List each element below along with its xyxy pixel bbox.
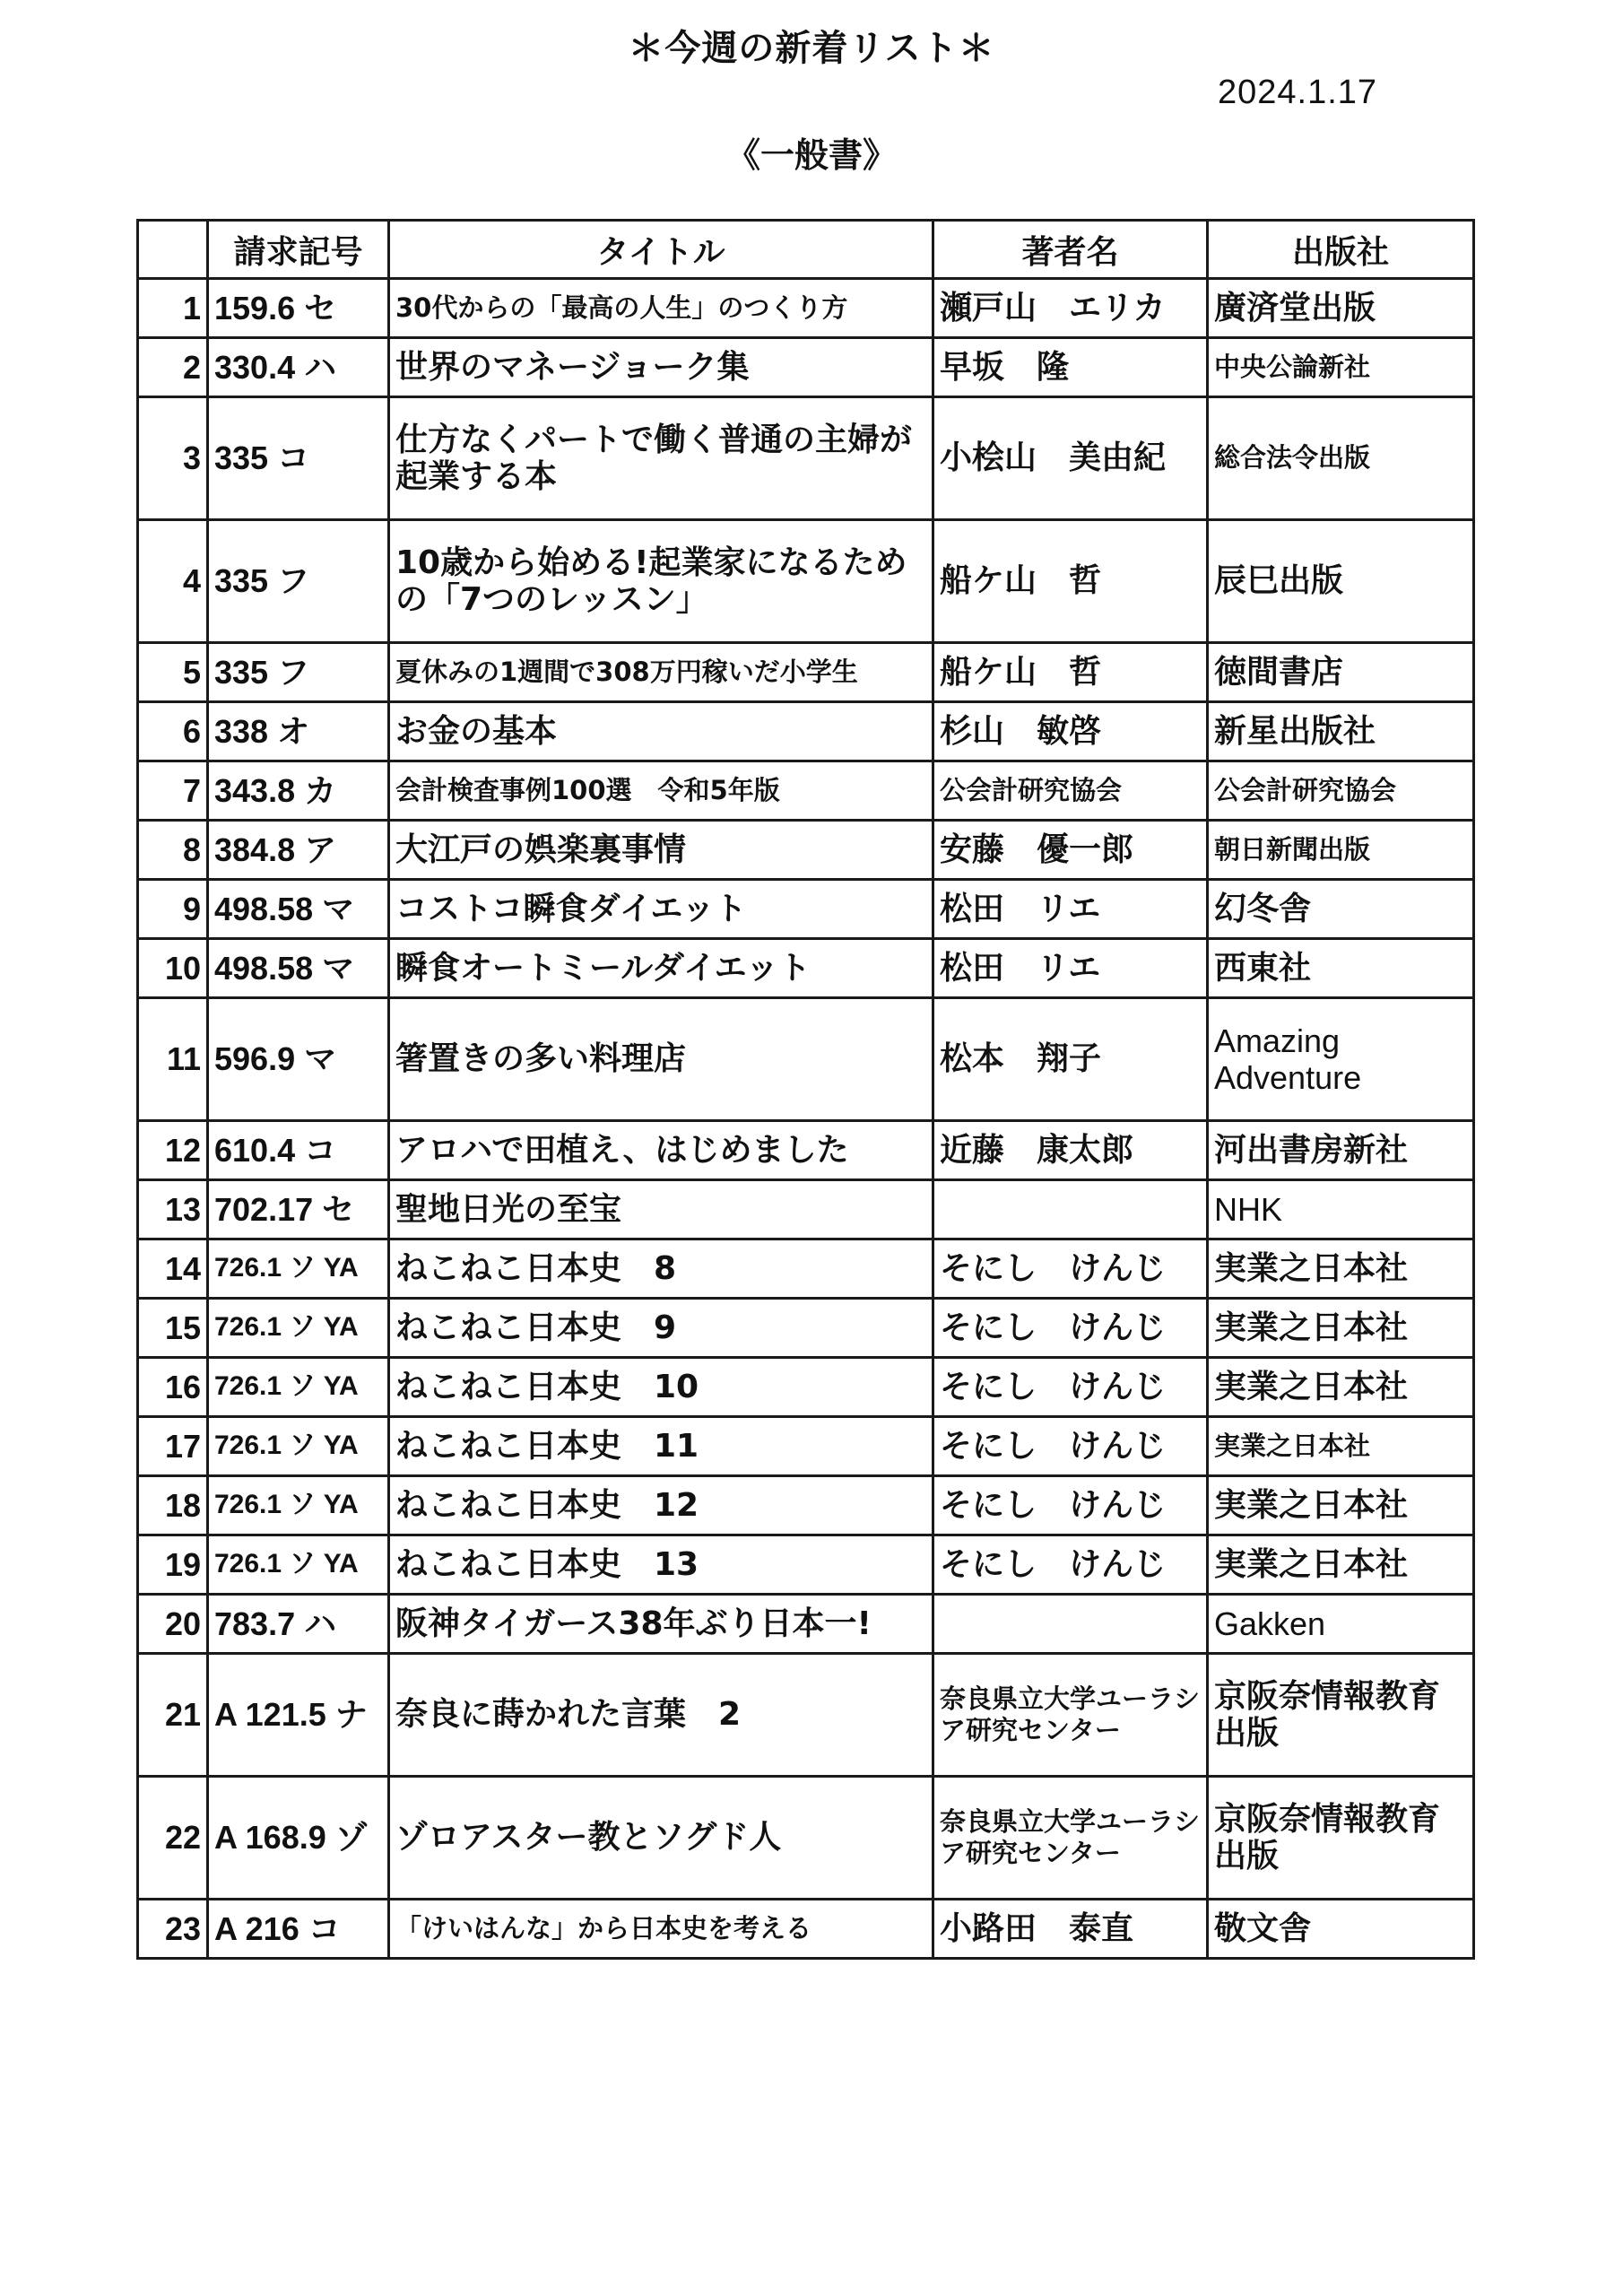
book-title: 世界のマネージョーク集 [389, 338, 933, 397]
table-row [138, 1777, 1474, 1900]
book-title: 10歳から始める!起業家になるための「7つのレッスン」 [389, 520, 933, 643]
row-number: 18 [138, 1476, 208, 1535]
author-name [933, 1595, 1208, 1654]
book-title: 大江戸の娯楽裏事情 [389, 821, 933, 880]
author-name: そにし けんじ [933, 1535, 1208, 1595]
book-title: ねこねこ日本史 11 [389, 1417, 933, 1476]
header-publisher: 出版社 [1208, 221, 1474, 279]
book-title: 「けいはんな」から日本史を考える [389, 1900, 933, 1959]
author-name: 松本 翔子 [933, 998, 1208, 1121]
book-title: お金の基本 [389, 702, 933, 761]
author-name: そにし けんじ [933, 1476, 1208, 1535]
row-number: 7 [138, 761, 208, 821]
table-row [138, 1239, 1474, 1299]
row-number: 20 [138, 1595, 208, 1654]
book-title: 瞬食オートミールダイエット [389, 939, 933, 998]
call-number: 726.1 ソ YA [208, 1417, 389, 1476]
publisher-name: 幻冬舎 [1208, 880, 1474, 939]
call-number: 335 コ [208, 397, 389, 520]
table-row [138, 761, 1474, 821]
table-row [138, 520, 1474, 643]
row-number: 21 [138, 1654, 208, 1777]
author-name: 船ケ山 哲 [933, 520, 1208, 643]
book-title: 阪神タイガース38年ぶり日本一! [389, 1595, 933, 1654]
call-number: 726.1 ソ YA [208, 1239, 389, 1299]
author-name: 近藤 康太郎 [933, 1121, 1208, 1180]
publisher-name: 徳間書店 [1208, 643, 1474, 702]
author-name: そにし けんじ [933, 1417, 1208, 1476]
table-row [138, 643, 1474, 702]
call-number: 610.4 コ [208, 1121, 389, 1180]
call-number: 335 フ [208, 520, 389, 643]
row-number: 10 [138, 939, 208, 998]
call-number: 159.6 セ [208, 279, 389, 338]
publisher-name: 朝日新聞出版 [1208, 821, 1474, 880]
publisher-name: 総合法令出版 [1208, 397, 1474, 520]
table-row [138, 821, 1474, 880]
publisher-name: 実業之日本社 [1208, 1476, 1474, 1535]
author-name: 船ケ山 哲 [933, 643, 1208, 702]
author-name: そにし けんじ [933, 1239, 1208, 1299]
section-heading: 《一般書》 [725, 135, 897, 175]
table-row [138, 998, 1474, 1121]
row-number: 11 [138, 998, 208, 1121]
book-title: アロハで田植え、はじめました [389, 1121, 933, 1180]
call-number: 498.58 マ [208, 880, 389, 939]
author-name: そにし けんじ [933, 1358, 1208, 1417]
book-title: 仕方なくパートで働く普通の主婦が起業する本 [389, 397, 933, 520]
book-title: 箸置きの多い料理店 [389, 998, 933, 1121]
call-number: 498.58 マ [208, 939, 389, 998]
author-name: 安藤 優一郎 [933, 821, 1208, 880]
table-row [138, 1121, 1474, 1180]
row-number: 15 [138, 1299, 208, 1358]
book-title: 聖地日光の至宝 [389, 1180, 933, 1239]
header-author: 著者名 [933, 221, 1208, 279]
publisher-name: 中央公論新社 [1208, 338, 1474, 397]
call-number: 330.4 ハ [208, 338, 389, 397]
publisher-name: 実業之日本社 [1208, 1299, 1474, 1358]
row-number: 8 [138, 821, 208, 880]
book-title: ねこねこ日本史 9 [389, 1299, 933, 1358]
publisher-name: Amazing Adventure [1208, 998, 1474, 1121]
table-row [138, 1417, 1474, 1476]
row-number: 2 [138, 338, 208, 397]
book-title: ねこねこ日本史 10 [389, 1358, 933, 1417]
call-number: 338 オ [208, 702, 389, 761]
row-number: 13 [138, 1180, 208, 1239]
header-title: タイトル [389, 221, 933, 279]
table-row [138, 397, 1474, 520]
row-number: 4 [138, 520, 208, 643]
publisher-name: 京阪奈情報教育出版 [1208, 1777, 1474, 1900]
call-number: 343.8 カ [208, 761, 389, 821]
row-number: 12 [138, 1121, 208, 1180]
call-number: 726.1 ソ YA [208, 1358, 389, 1417]
table-row [138, 1535, 1474, 1595]
table-row [138, 1654, 1474, 1777]
table-row [138, 279, 1474, 338]
publisher-name: 公会計研究協会 [1208, 761, 1474, 821]
author-name: 松田 リエ [933, 939, 1208, 998]
call-number: A 216 コ [208, 1900, 389, 1959]
book-title: ねこねこ日本史 8 [389, 1239, 933, 1299]
row-number: 5 [138, 643, 208, 702]
row-number: 3 [138, 397, 208, 520]
table-header-row [138, 221, 1474, 279]
book-title: 30代からの「最高の人生」のつくり方 [389, 279, 933, 338]
author-name [933, 1180, 1208, 1239]
author-name: そにし けんじ [933, 1299, 1208, 1358]
publisher-name: 実業之日本社 [1208, 1417, 1474, 1476]
publisher-name: 実業之日本社 [1208, 1358, 1474, 1417]
author-name: 瀬戸山 エリカ [933, 279, 1208, 338]
publisher-name: 新星出版社 [1208, 702, 1474, 761]
book-title: ゾロアスター教とソグド人 [389, 1777, 933, 1900]
call-number: 726.1 ソ YA [208, 1299, 389, 1358]
table-row [138, 1900, 1474, 1959]
author-name: 奈良県立大学ユーラシア研究センター [933, 1654, 1208, 1777]
publisher-name: 辰巳出版 [1208, 520, 1474, 643]
call-number: 596.9 マ [208, 998, 389, 1121]
header-number [138, 221, 208, 279]
call-number: A 121.5 ナ [208, 1654, 389, 1777]
header-call-number: 請求記号 [208, 221, 389, 279]
table-row [138, 702, 1474, 761]
publisher-name: 実業之日本社 [1208, 1239, 1474, 1299]
row-number: 6 [138, 702, 208, 761]
call-number: 335 フ [208, 643, 389, 702]
table-row [138, 939, 1474, 998]
book-title: コストコ瞬食ダイエット [389, 880, 933, 939]
document-title: ＊今週の新着リスト＊ [628, 28, 995, 69]
author-name: 奈良県立大学ユーラシア研究センター [933, 1777, 1208, 1900]
author-name: 小路田 泰直 [933, 1900, 1208, 1959]
publisher-name: 京阪奈情報教育出版 [1208, 1654, 1474, 1777]
call-number: A 168.9 ゾ [208, 1777, 389, 1900]
call-number: 384.8 ア [208, 821, 389, 880]
row-number: 1 [138, 279, 208, 338]
author-name: 小桧山 美由紀 [933, 397, 1208, 520]
new-arrivals-table [136, 219, 1475, 1960]
book-title: ねこねこ日本史 12 [389, 1476, 933, 1535]
call-number: 783.7 ハ [208, 1595, 389, 1654]
call-number: 702.17 セ [208, 1180, 389, 1239]
book-title: 奈良に蒔かれた言葉 2 [389, 1654, 933, 1777]
call-number: 726.1 ソ YA [208, 1476, 389, 1535]
book-title: 夏休みの1週間で308万円稼いだ小学生 [389, 643, 933, 702]
publisher-name: 廣済堂出版 [1208, 279, 1474, 338]
document-date: 2024.1.17 [1218, 74, 1378, 111]
table-row [138, 880, 1474, 939]
row-number: 23 [138, 1900, 208, 1959]
publisher-name: 河出書房新社 [1208, 1121, 1474, 1180]
author-name: 公会計研究協会 [933, 761, 1208, 821]
book-title: ねこねこ日本史 13 [389, 1535, 933, 1595]
publisher-name: NHK [1208, 1180, 1474, 1239]
table-row [138, 1358, 1474, 1417]
table-row [138, 1476, 1474, 1535]
author-name: 早坂 隆 [933, 338, 1208, 397]
publisher-name: 敬文舎 [1208, 1900, 1474, 1959]
publisher-name: 実業之日本社 [1208, 1535, 1474, 1595]
call-number: 726.1 ソ YA [208, 1535, 389, 1595]
row-number: 9 [138, 880, 208, 939]
row-number: 14 [138, 1239, 208, 1299]
table-row [138, 1595, 1474, 1654]
row-number: 16 [138, 1358, 208, 1417]
book-title: 会計検査事例100選 令和5年版 [389, 761, 933, 821]
table-row [138, 338, 1474, 397]
author-name: 杉山 敏啓 [933, 702, 1208, 761]
publisher-name: Gakken [1208, 1595, 1474, 1654]
row-number: 22 [138, 1777, 208, 1900]
publisher-name: 西東社 [1208, 939, 1474, 998]
row-number: 19 [138, 1535, 208, 1595]
table-row [138, 1299, 1474, 1358]
table-row [138, 1180, 1474, 1239]
author-name: 松田 リエ [933, 880, 1208, 939]
row-number: 17 [138, 1417, 208, 1476]
